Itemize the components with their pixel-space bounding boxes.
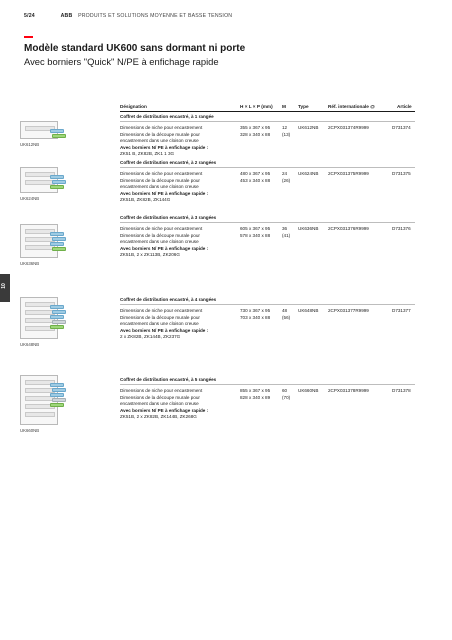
header-rule <box>120 111 415 112</box>
row-group-title: Coffret de distribution encastré, à 5 rangées <box>120 377 217 382</box>
type-cell: UK624NB <box>298 171 319 176</box>
page-number: 5/24 <box>24 13 35 19</box>
product-image <box>20 224 68 266</box>
bornier-terminal <box>50 325 64 329</box>
bornier-detail: ZK51B, ZK82B, ZK144G <box>120 197 171 203</box>
dim-cutout: 703 x 340 x 88 <box>240 314 271 320</box>
type-cell: UK636NB <box>298 226 319 231</box>
article-cell: D731378 <box>392 388 411 393</box>
bornier-detail: ZK51B, 2 x ZK113B, ZK206G <box>120 252 180 258</box>
bornier-terminal <box>52 320 66 324</box>
desc-line: encastrement dans une cloison creuse <box>120 239 199 245</box>
accent-bar <box>24 36 33 38</box>
dimensions-cell <box>240 171 270 184</box>
product-image <box>20 121 68 147</box>
dimensions-cell <box>240 226 270 239</box>
dim-cutout: 828 x 340 x 89 <box>240 394 271 400</box>
bornier-terminal <box>52 180 66 184</box>
modules-max: (13) <box>282 131 291 137</box>
bornier-label: Avec borniers N/ PE à enfichage rapide : <box>120 245 209 251</box>
chapter-number: 10 <box>0 283 7 289</box>
table-row <box>120 215 415 257</box>
desc-line: encastrement dans une cloison creuse <box>120 138 199 144</box>
article-cell: D731377 <box>392 308 411 313</box>
product-image <box>20 167 68 201</box>
row-group-title: Coffret de distribution encastré, à 4 rangées <box>120 297 217 302</box>
type-cell: UK612NB <box>298 125 319 130</box>
product-label: UK612NB <box>20 142 40 147</box>
ref-cell: 2CPX031377R9999 <box>328 308 369 313</box>
type-cell: UK660NB <box>298 388 319 393</box>
bornier-terminal <box>50 242 64 246</box>
row-description <box>120 125 232 158</box>
desc-line: Dimensions de la découpe murale pour <box>120 314 200 320</box>
bornier-terminal <box>50 185 64 189</box>
modules-count: 60 <box>282 388 288 393</box>
bornier-label: Avec borniers N/ PE à enfichage rapide : <box>120 190 209 196</box>
din-rail <box>25 412 55 417</box>
bornier-terminal <box>50 175 64 179</box>
bornier-terminal <box>50 383 64 387</box>
bornier-terminal <box>50 393 64 397</box>
product-label: UK648NB <box>20 342 40 347</box>
bornier-terminal <box>52 310 66 314</box>
desc-line: encastrement dans une cloison creuse <box>120 321 199 327</box>
dimensions-cell <box>240 308 270 321</box>
ref-cell: 2CPX031375R9999 <box>328 171 369 176</box>
desc-line: Dimensions de niche pour encastrement <box>120 226 203 231</box>
group-rule <box>120 222 415 223</box>
dimensions-cell <box>240 388 270 401</box>
chapter-tab <box>0 274 10 302</box>
desc-line: Dimensions de la découpe murale pour <box>120 131 200 137</box>
modules-max: (41) <box>282 232 291 238</box>
page-subtitle: Avec borniers "Quick" N/PE à enfichage rapide <box>24 56 219 67</box>
modules-cell <box>282 171 290 184</box>
modules-count: 12 <box>282 125 288 130</box>
dim-cutout: 328 x 340 x 88 <box>240 131 271 137</box>
bornier-terminal <box>50 403 64 407</box>
brand-name: ABB <box>60 13 73 19</box>
ref-cell: 2CPX031374R9999 <box>328 125 369 130</box>
row-group-title: Coffret de distribution encastré, à 3 rangées <box>120 215 217 220</box>
group-rule <box>120 167 415 168</box>
article-cell: D731376 <box>392 226 411 231</box>
bornier-terminal <box>50 305 64 309</box>
table-row <box>120 297 415 339</box>
din-rail <box>25 245 55 250</box>
section-title: PRODUITS ET SOLUTIONS MOYENNE ET BASSE TENSION <box>78 13 233 19</box>
dim-niche: 855 x 367 x 95 <box>240 388 271 393</box>
dim-niche: 730 x 367 x 95 <box>240 308 271 313</box>
row-group-title: Coffret de distribution encastré, à 2 rangées <box>120 160 217 165</box>
col-article: Article <box>397 104 412 109</box>
din-rail <box>25 318 55 323</box>
page-title: Modèle standard UK600 sans dormant ni porte <box>24 43 246 54</box>
modules-cell <box>282 388 290 401</box>
table-row <box>120 160 415 202</box>
article-cell: D731374 <box>392 125 411 130</box>
modules-cell <box>282 125 290 138</box>
modules-count: 36 <box>282 226 288 231</box>
group-rule <box>120 384 415 385</box>
table-row <box>120 377 415 419</box>
bornier-label: Avec borniers N/ PE à enfichage rapide : <box>120 327 209 333</box>
col-dimensions: H × L × P (mm) <box>240 104 273 109</box>
dim-niche: 355 x 367 x 95 <box>240 125 271 130</box>
col-type: Type <box>298 104 309 109</box>
product-image <box>20 297 68 347</box>
din-rail <box>25 396 55 401</box>
col-designation: Désignation <box>120 104 147 109</box>
row-group-title: Coffret de distribution encastré, à 1 rangée <box>120 114 214 119</box>
desc-line: Dimensions de niche pour encastrement <box>120 388 203 393</box>
page-header <box>24 13 232 19</box>
product-image <box>20 375 68 433</box>
bornier-terminal <box>52 398 66 402</box>
desc-line: encastrement dans une cloison creuse <box>120 401 199 407</box>
bornier-label: Avec borniers N/ PE à enfichage rapide : <box>120 407 209 413</box>
bornier-terminal <box>50 315 64 319</box>
modules-max: (70) <box>282 394 291 400</box>
bornier-label: Avec borniers N/ PE à enfichage rapide : <box>120 144 209 150</box>
desc-line: Dimensions de niche pour encastrement <box>120 171 203 176</box>
col-modules: M <box>282 104 286 109</box>
desc-line: Dimensions de la découpe murale pour <box>120 394 200 400</box>
ref-cell: 2CPX031378R9999 <box>328 388 369 393</box>
bornier-detail: ZK51B, 2 x ZK82B, ZK144B, ZK268G <box>120 414 197 420</box>
article-cell: D731375 <box>392 171 411 176</box>
modules-max: (56) <box>282 314 291 320</box>
row-description <box>120 226 232 259</box>
dimensions-cell <box>240 125 270 138</box>
modules-max: (26) <box>282 177 291 183</box>
group-rule <box>120 121 415 122</box>
dim-cutout: 453 x 340 x 88 <box>240 177 271 183</box>
bornier-terminal <box>50 129 64 133</box>
dim-niche: 480 x 367 x 95 <box>240 171 271 176</box>
row-description <box>120 388 232 421</box>
desc-line: Dimensions de niche pour encastrement <box>120 125 203 130</box>
desc-line: Dimensions de la découpe murale pour <box>120 232 200 238</box>
product-label: UK636NB <box>20 261 40 266</box>
product-label: UK660NB <box>20 428 40 433</box>
bornier-terminal <box>52 388 66 392</box>
bornier-detail: 2 x ZK82B, ZK144B, ZK237G <box>120 334 181 340</box>
bornier-detail: ZK51 B, ZK82B, ZK1 1 3G <box>120 151 175 157</box>
group-rule <box>120 304 415 305</box>
dim-cutout: 578 x 340 x 88 <box>240 232 271 238</box>
bornier-terminal <box>52 134 66 138</box>
row-description <box>120 171 232 204</box>
modules-cell <box>282 226 290 239</box>
dim-niche: 605 x 367 x 95 <box>240 226 271 231</box>
col-ref: Réf. internationale @ <box>328 104 375 109</box>
modules-count: 48 <box>282 308 288 313</box>
desc-line: encastrement dans une cloison creuse <box>120 184 199 190</box>
desc-line: Dimensions de niche pour encastrement <box>120 308 203 313</box>
type-cell: UK648NB <box>298 308 319 313</box>
modules-count: 24 <box>282 171 288 176</box>
bornier-terminal <box>50 232 64 236</box>
ref-cell: 2CPX031376R9999 <box>328 226 369 231</box>
modules-cell <box>282 308 290 321</box>
bornier-terminal <box>52 247 66 251</box>
row-description <box>120 308 232 341</box>
desc-line: Dimensions de la découpe murale pour <box>120 177 200 183</box>
table-row <box>120 114 415 156</box>
bornier-terminal <box>52 237 66 241</box>
distribution-cabinet <box>20 224 58 258</box>
product-label: UK624NB <box>20 196 40 201</box>
